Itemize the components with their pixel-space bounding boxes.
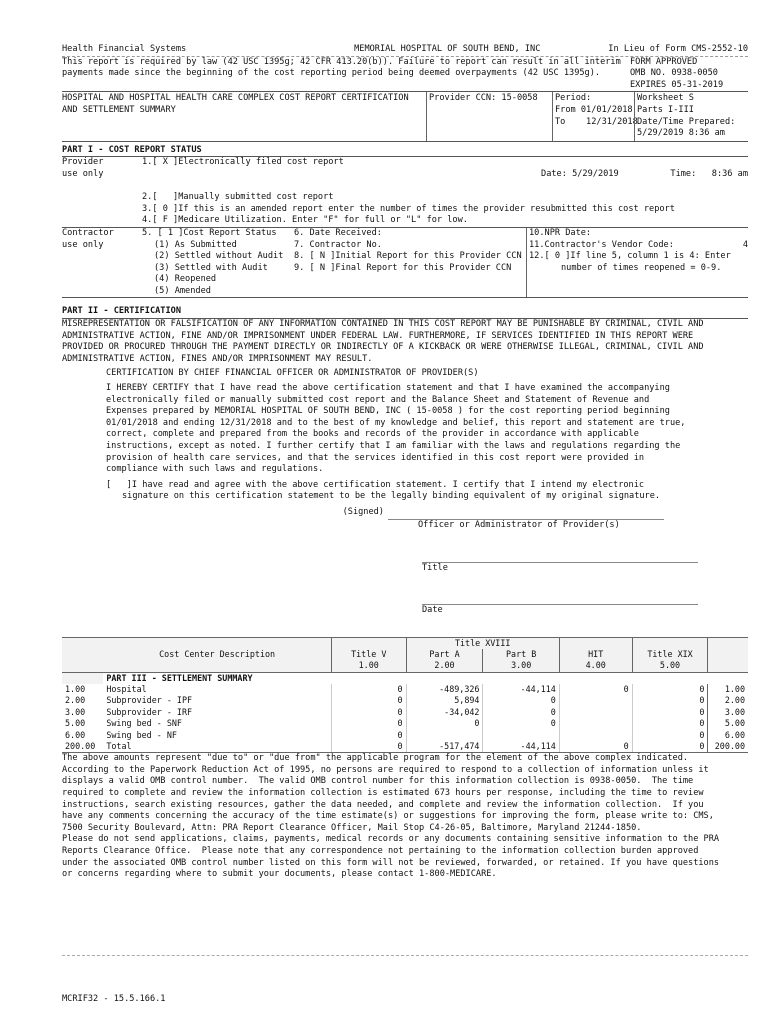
cert-line-3: Expenses prepared by MEMORIAL HOSPITAL OF SOUTH BEND, INC ( 15-0058 ) for the cost reporting period beginning <box>106 406 670 417</box>
row-line-number: 1.00 <box>65 684 86 695</box>
row-title-xix: 0 <box>632 741 708 752</box>
filed-datetime <box>479 157 748 192</box>
settlement-rows <box>62 684 748 752</box>
row-line-number: 5.00 <box>65 718 86 729</box>
warning-line-4: ADMINISTRATIVE ACTION, FINES AND/OR IMPRISONMENT MAY RESULT. <box>62 353 373 364</box>
certification-statement <box>62 383 748 476</box>
cert-line-5: correct, complete and prepared from the books and records of the provider in accordance with applicable <box>106 429 639 440</box>
agree-line-1[interactable]: [ ]I have read and agree with the above certification statement. I certify that I intend my electronic <box>106 479 645 490</box>
note-line-4: required to complete and review the information collection is estimated 673 hours per response, including the time to review <box>62 787 704 798</box>
note-line-7: 7500 Security Boulevard, Attn: PRA Report Clearance Officer, Mail Stop C4-26-05, Baltimore, Maryland 21244-1850. <box>62 822 642 833</box>
row-part-a: 0 <box>406 718 483 729</box>
provider-label-line-1: Provider <box>62 157 104 168</box>
report-header <box>62 44 748 56</box>
note-line-6: have any comments concerning the accuracy of the time estimate(s) or suggestions for improving the form, please write to: CMS, <box>62 811 714 822</box>
vendor-code-value: 4 <box>742 239 748 250</box>
note-line-3: displays a valid OMB control number. The valid OMB control number for this information collection is 0938-0050. The time <box>62 776 694 787</box>
form-title <box>62 92 426 140</box>
row-title-xix: 0 <box>632 730 708 741</box>
status-field: 5. [ 1 ]Cost Report Status <box>142 227 277 238</box>
note-line-1: The above amounts represent "due to" or "due from" the applicable program for the element of the above complex indicated. <box>62 753 689 764</box>
row-part-b: -44,114 <box>483 684 559 695</box>
row-title-xix: 0 <box>632 718 708 729</box>
row-title-xix: 0 <box>632 695 708 706</box>
col-num-part-a: 2.00 <box>406 660 483 672</box>
amended-report-item: 3.[ 0 ]If this is an amended report enter the number of times the provider resubmitted this cost report <box>142 203 675 214</box>
part3-heading-row <box>62 672 748 684</box>
electronic-filed-item: 1.[ X ]Electronically filed cost report <box>142 157 344 168</box>
final-report-field: 9. [ N ]Final Report for this Provider CCN <box>294 262 512 273</box>
date-prepared-label: Date/Time Prepared: <box>637 116 736 127</box>
notes-block <box>62 752 748 881</box>
table-row <box>62 695 748 706</box>
col-hit: HIT <box>559 649 632 660</box>
cert-line-4: 01/01/2018 and ending 12/31/2018 and to the best of my knowledge and belief, this report and statement are true, <box>106 417 686 428</box>
row-line-number: 2.00 <box>65 695 86 706</box>
form-reference: In Lieu of Form CMS-2552-10 <box>608 44 748 54</box>
warning-text <box>62 319 748 365</box>
header-line-4 <box>62 80 748 92</box>
warning-line-1: MISREPRESENTATION OR FALSIFICATION OF ANY INFORMATION CONTAINED IN THIS COST REPORT MAY BE PUNISHABLE BY CRIMINAL, CIVIL AND <box>62 319 704 330</box>
row-title-v: 0 <box>331 741 406 752</box>
footer-code: MCRIF32 - 15.5.166.1 <box>62 994 166 1004</box>
signature-block <box>62 507 748 532</box>
col-num-title-xix: 5.00 <box>632 660 708 672</box>
signed-label: (Signed) <box>342 506 384 517</box>
col-part-a: Part A <box>406 649 483 660</box>
date-prepared-value: 5/29/2019 8:36 am <box>637 128 725 139</box>
col-part-b: Part B <box>483 649 559 660</box>
software-name: Health Financial Systems <box>62 44 187 54</box>
table-row <box>62 730 748 741</box>
part3-heading: PART III - SETTLEMENT SUMMARY <box>106 672 253 683</box>
part1-provider-section <box>62 156 748 227</box>
row-description: Swing bed - SNF <box>106 718 182 729</box>
law-notice-2: payments made since the beginning of the cost reporting period being deemed overpayments (42 USC 1395g). <box>62 68 601 79</box>
title-line[interactable] <box>422 550 698 563</box>
row-hit <box>559 718 632 729</box>
status-option-4: (4) Reopened <box>154 274 217 285</box>
row-title-xix: 0 <box>632 684 708 695</box>
contractor-number-field: 7. Contractor No. <box>294 239 382 250</box>
row-line-number-right: 5.00 <box>708 718 748 729</box>
table-row <box>62 741 748 752</box>
contractor-fields <box>294 228 527 298</box>
cost-report-page <box>62 44 748 881</box>
table-row <box>62 718 748 729</box>
row-line-number-right: 1.00 <box>708 684 748 695</box>
row-title-v: 0 <box>331 684 406 695</box>
status-option-5: (5) Amended <box>154 285 211 296</box>
row-line-number: 200.00 <box>65 740 96 751</box>
row-line-number-right: 200.00 <box>708 741 748 752</box>
row-line-number-right: 6.00 <box>708 730 748 741</box>
note-line-9: Reports Clearance Office. Please note that any correspondence not pertaining to the information collection burden approved <box>62 845 699 856</box>
row-description: Swing bed - NF <box>106 729 177 740</box>
part1-contractor-section <box>62 227 748 299</box>
row-part-b: 0 <box>483 695 559 706</box>
period-from: From 01/01/2018 <box>555 104 633 115</box>
row-part-b: 0 <box>483 707 559 718</box>
cost-report-status <box>142 228 294 298</box>
row-title-v: 0 <box>331 730 406 741</box>
officer-label: Officer or Administrator of Provider(s) <box>418 519 620 530</box>
row-title-xix: 0 <box>632 707 708 718</box>
settlement-table-wrap <box>62 637 748 752</box>
reopened-instructions: number of times reopened = 0-9. <box>561 262 722 273</box>
form-title-line-1: HOSPITAL AND HOSPITAL HEALTH CARE COMPLEX COST REPORT CERTIFICATION <box>62 93 409 104</box>
period-to: To 12/31/2018 <box>555 116 638 127</box>
header-line-3 <box>62 68 748 80</box>
warning-line-2: ADMINISTRATIVE ACTION, FINE AND/OR IMPRISONMENT UNDER FEDERAL LAW. FURTHERMORE, IF SERVICES IDENTIFIED IN THIS REPORT WERE <box>62 330 694 341</box>
row-description: Subprovider - IRF <box>106 706 193 717</box>
row-title-v: 0 <box>331 718 406 729</box>
header-line-2 <box>62 56 748 69</box>
omb-number: OMB NO. 0938-0050 <box>630 68 718 79</box>
signature-line[interactable] <box>388 507 664 520</box>
contractor-use-label <box>62 228 142 298</box>
note-line-8: Please do not send applications, claims, payments, medical records or any documents containing sensitive information to the PRA <box>62 834 720 845</box>
table-header-row-2 <box>62 649 748 660</box>
part2-heading: PART II - CERTIFICATION <box>62 306 748 319</box>
date-field[interactable] <box>422 592 698 617</box>
col-title-xix: Title XIX <box>632 649 708 660</box>
note-line-10: under the associated OMB control number listed on this form will not be reviewed, forwarded, or retained. If you have questions <box>62 857 720 868</box>
row-part-b: 0 <box>483 718 559 729</box>
agree-line-2: signature on this certification statement to be the legally binding equivalent of my original signature. <box>122 491 661 502</box>
provider-label-line-2: use only <box>62 168 104 179</box>
row-hit <box>559 730 632 741</box>
title-field[interactable] <box>422 550 698 575</box>
warning-line-3: PROVIDED OR PROCURED THROUGH THE PAYMENT DIRECTLY OR INDIRECTLY OF A KICKBACK OR WERE OTHERWISE ILLEGAL, CRIMINAL, CIVIL AND <box>62 342 704 353</box>
form-approved: FORM APPROVED <box>630 56 698 67</box>
row-hit: 0 <box>559 684 632 695</box>
status-option-3: (3) Settled with Audit <box>154 262 268 273</box>
row-description: Hospital <box>106 684 147 695</box>
status-option-2: (2) Settled without Audit <box>154 251 284 262</box>
certification-heading: CERTIFICATION BY CHIEF FINANCIAL OFFICER OR ADMINISTRATOR OF PROVIDER(S) <box>106 368 479 379</box>
row-title-v: 0 <box>331 695 406 706</box>
contractor-fields-right <box>527 228 748 298</box>
row-description: Total <box>106 740 132 751</box>
col-title-v: Title V <box>331 649 406 660</box>
page-bottom-rule <box>62 955 748 956</box>
row-part-a: -517,474 <box>406 741 483 752</box>
row-line-number-right: 2.00 <box>708 695 748 706</box>
electronic-signature-agreement <box>62 480 748 503</box>
cert-line-6: instructions, except as noted. I further certify that I am familiar with the laws and regulations regarding the <box>106 441 681 451</box>
medicare-utilization-item: 4.[ F ]Medicare Utilization. Enter "F" for full or "L" for low. <box>142 215 468 226</box>
row-part-a <box>406 730 483 741</box>
row-part-b: -44,114 <box>483 741 559 752</box>
provider-use-label <box>62 157 142 227</box>
cert-line-8: compliance with such laws and regulations. <box>106 464 324 475</box>
date-received-field: 6. Date Received: <box>294 227 382 238</box>
note-line-11: or concerns regarding where to submit your documents, please contact 1-800-MEDICARE. <box>62 869 497 880</box>
row-part-b <box>483 730 559 741</box>
row-part-a: 5,894 <box>406 695 483 706</box>
status-option-1: (1) As Submitted <box>154 239 237 250</box>
reopened-field: 12.[ 0 ]If line 5, column 1 is 4: Enter <box>529 251 731 262</box>
signature-field[interactable] <box>388 507 664 532</box>
initial-report-field: 8. [ N ]Initial Report for this Provider CCN <box>294 251 522 262</box>
worksheet-parts: Parts I-III <box>637 104 694 115</box>
expiration-date: EXPIRES 05-31-2019 <box>630 79 724 90</box>
contractor-label-line-2: use only <box>62 239 104 250</box>
date-label: Date <box>422 605 443 616</box>
col-title-xviii: Title XVIII <box>406 637 559 649</box>
settlement-table <box>62 637 748 752</box>
form-title-line-2: AND SETTLEMENT SUMMARY <box>62 104 176 115</box>
cert-line-1: I HEREBY CERTIFY that I have read the above certification statement and that I have examined the accompanying <box>106 383 670 394</box>
manual-submitted-item: 2.[ ]Manually submitted cost report <box>142 192 334 203</box>
row-line-number: 6.00 <box>65 729 86 740</box>
row-title-v: 0 <box>331 707 406 718</box>
row-line-number: 3.00 <box>65 706 86 717</box>
period-label: Period: <box>555 93 592 104</box>
note-line-5: instructions, search existing resources, gather the data needed, and complete and review the information collection. If you <box>62 799 704 810</box>
table-header-row-1 <box>62 637 748 649</box>
hospital-name: MEMORIAL HOSPITAL OF SOUTH BEND, INC <box>354 44 541 54</box>
row-hit <box>559 707 632 718</box>
col-cost-center: Cost Center Description <box>159 649 276 660</box>
col-num-title-v: 1.00 <box>331 660 406 672</box>
title-block <box>62 91 748 141</box>
worksheet-block <box>634 92 748 140</box>
contractor-label-line-1: Contractor <box>62 227 114 238</box>
npr-date-field: 10.NPR Date: <box>529 227 592 238</box>
part1-heading: PART I - COST REPORT STATUS <box>62 144 202 155</box>
vendor-code-field: 11.Contractor's Vendor Code: <box>529 239 674 250</box>
row-part-a: -489,326 <box>406 684 483 695</box>
title-label: Title <box>422 562 448 573</box>
date-line[interactable] <box>422 592 698 605</box>
row-description: Subprovider - IPF <box>106 695 193 706</box>
period-block <box>552 92 638 140</box>
note-line-2: According to the Paperwork Reduction Act of 1995, no persons are required to respond to a collection of information unless it <box>62 764 709 775</box>
table-row <box>62 684 748 695</box>
col-num-hit: 4.00 <box>559 660 632 672</box>
provider-ccn: Provider CCN: 15-0058 <box>426 92 552 140</box>
law-notice-1: This report is required by law (42 USC 1395g; 42 CFR 413.20(b)). Failure to report can result in all interim <box>62 56 621 67</box>
row-line-number-right: 3.00 <box>708 707 748 718</box>
row-part-a: -34,042 <box>406 707 483 718</box>
table-header-row-3 <box>62 660 748 672</box>
filed-time: Time: 8:36 am <box>670 168 748 179</box>
cert-line-2: electronically filed or manually submitted cost report and the Balance Sheet and Statement of Revenue and <box>106 394 650 405</box>
row-hit <box>559 695 632 706</box>
cert-line-7: provision of health care services, and that the services identified in this cost report were provided in <box>106 452 645 463</box>
table-row <box>62 707 748 718</box>
row-hit: 0 <box>559 741 632 752</box>
col-num-part-b: 3.00 <box>483 660 559 672</box>
worksheet-label: Worksheet S <box>637 93 694 104</box>
filed-date: Date: 5/29/2019 <box>541 168 619 179</box>
